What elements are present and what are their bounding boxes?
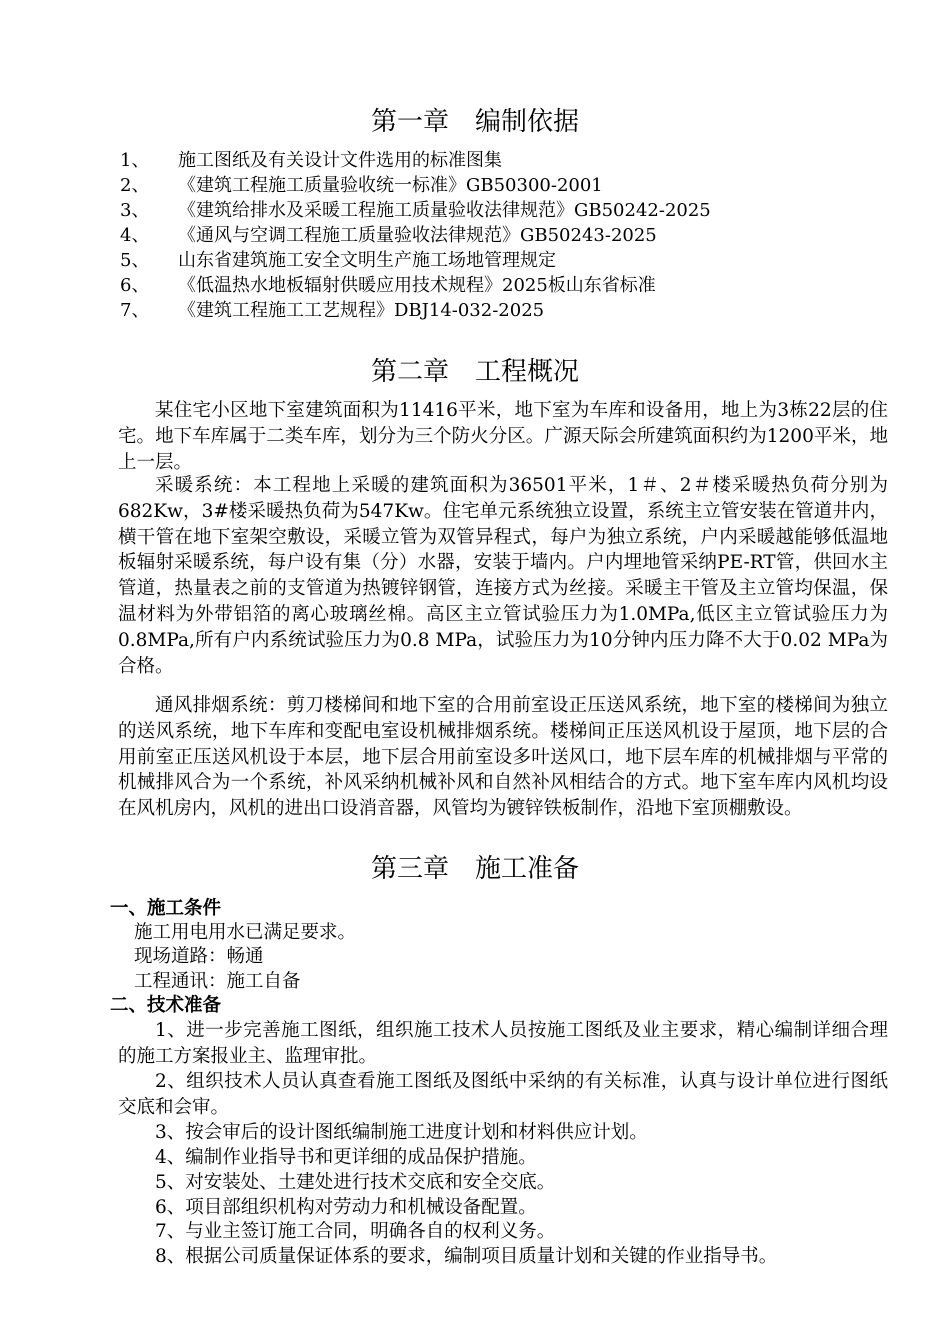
- list-item-text: 《低温热水地板辐射供暖应用技术规程》2025板山东省标准: [178, 275, 656, 296]
- list-item: [120, 273, 880, 298]
- list-item-number: 4、: [120, 225, 150, 246]
- technical-item: 3、按会审后的设计图纸编制施工进度计划和材料供应计划。: [155, 1122, 648, 1143]
- condition-line: 施工用电用水已满足要求。: [134, 922, 357, 943]
- list-item: [120, 148, 880, 173]
- list-item: [120, 223, 880, 248]
- chapter3-title: 第三章 施工准备: [370, 854, 579, 884]
- section-heading-conditions: 一、施工条件: [110, 898, 222, 919]
- technical-item: 1、进一步完善施工图纸，组织施工技术人员按施工图纸及业主要求，精心编制详细合理的施工方案报业主、监理审批。: [118, 1020, 888, 1067]
- technical-item: 5、对安装处、土建处进行技术交底和安全交底。: [155, 1172, 556, 1193]
- list-item-number: 5、: [120, 250, 150, 271]
- condition-line: 工程通讯：施工自备: [134, 971, 301, 992]
- overview-paragraph: 某住宅小区地下室建筑面积为11416平米，地下室为车库和设备用，地上为3栋22层的住宅。地下车库属于二类车库，划分为三个防火分区。广源天际会所建筑面积约为1200平米，地上一层。: [118, 400, 888, 473]
- heating-system-paragraph: 采暖系统：本工程地上采暖的建筑面积为36501平米，1＃、2＃楼采暖热负荷分别为682Kw，3#楼采暖热负荷为547Kw。住宅单元系统独立设置，系统主立管安装在管道井内，横干管在地下室架空敷设，采暖立管为双管异程式，每户为独立系统，户内采暖越能够低温地板辐射采暖系统，每户设有集（分）水器，安装于墙内。户内埋地管采纳PE-RT管，供回水主管道，热量表之前的支管道为热镀锌钢管，连接方式为丝接。采暖主干管及主立管均保温，保温材料为外带铝箔的离心玻璃丝棉。高区主立管试验压力为1.0MPa,低区主立管试验压力为0.8MPa,所有户内系统试验压力为0.8 MPa，试验压力为10分钟内压力降不大于0.02 MPa为合格。: [118, 475, 888, 677]
- list-item-number: 6、: [120, 275, 150, 296]
- list-item: [120, 173, 880, 198]
- ventilation-paragraph: 通风排烟系统：剪刀楼梯间和地下室的合用前室设正压送风系统，地下室的楼梯间为独立的送风系统，地下车库和变配电室设机械排烟系统。楼梯间正压送风机设于屋顶，地下层的合用前室正压送风机设于本层，地下层合用前室设多叶送风口，地下层车库的机械排烟与平常的机械排风合为一个系统，补风采纳机械补风和自然补风相结合的方式。地下室车库内风机均设在风机房内，风机的进出口设消音器，风管均为镀锌铁板制作，沿地下室顶棚敷设。: [118, 695, 888, 820]
- list-item-text: 山东省建筑施工安全文明生产施工场地管理规定: [178, 250, 556, 271]
- list-item: [120, 198, 880, 223]
- chapter1-title: 第一章 编制依据: [370, 107, 579, 137]
- technical-item: 8、根据公司质量保证体系的要求，编制项目质量计划和关键的作业指导书。: [155, 1246, 778, 1267]
- list-item-text: 施工图纸及有关设计文件选用的标准图集: [178, 150, 502, 171]
- chapter2-title: 第二章 工程概况: [370, 357, 579, 387]
- list-item: [120, 248, 880, 273]
- technical-item: 6、项目部组织机构对劳动力和机械设备配置。: [155, 1197, 537, 1218]
- condition-line: 现场道路：畅通: [134, 946, 264, 967]
- list-item-text: 《建筑工程施工工艺规程》DBJ14-032-2025: [178, 300, 545, 321]
- list-item-number: 3、: [120, 200, 150, 221]
- technical-item: 7、与业主签订施工合同，明确各自的权利义务。: [155, 1221, 556, 1242]
- technical-item: 2、组织技术人员认真查看施工图纸及图纸中采纳的有关标准，认真与设计单位进行图纸交底和会审。: [118, 1071, 888, 1118]
- technical-item: 4、编制作业指导书和更详细的成品保护措施。: [155, 1147, 537, 1168]
- list-item-text: 《建筑工程施工质量验收统一标准》GB50300-2001: [178, 175, 603, 196]
- list-item: [120, 298, 880, 323]
- list-item-text: 《建筑给排水及采暖工程施工质量验收法律规范》GB50242-2025: [178, 200, 711, 221]
- list-item-number: 7、: [120, 300, 150, 321]
- reference-list: [120, 148, 880, 323]
- list-item-number: 1、: [120, 150, 150, 171]
- list-item-number: 2、: [120, 175, 150, 196]
- section-heading-technical: 二、技术准备: [110, 995, 222, 1016]
- list-item-text: 《通风与空调工程施工质量验收法律规范》GB50243-2025: [178, 225, 657, 246]
